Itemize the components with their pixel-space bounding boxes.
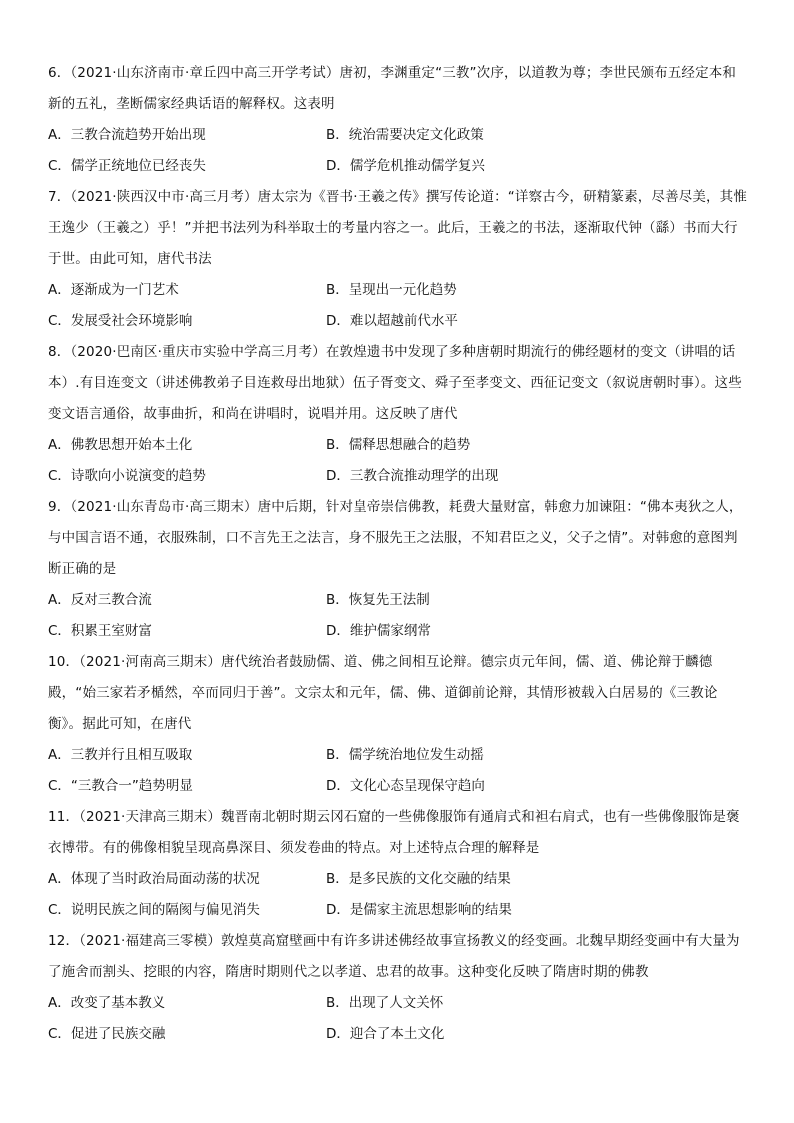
question-text: 唐太宗为《晋书·王羲之传》撰写传论道：“详察古今，研精篆素，尽善尽美，其惟王逸少（王羲之）乎！”并把书法列为科举取士的考量内容之一。此后，王羲之的书法，逐渐取代钟（繇）书而大行于世。由此可知，唐代书法: [48, 189, 747, 267]
question-number: 12．: [48, 933, 80, 949]
question-text: 唐初，李渊重定“三教”次序，以道教为尊；李世民颁布五经定本和新的五礼，垄断儒家经典话语的解释权。这表明: [48, 65, 737, 112]
options-row: [48, 771, 748, 802]
option-b[interactable]: B．恢复先王法制: [326, 592, 430, 608]
question-source: （2021·山东青岛市·高三期末）: [70, 499, 258, 515]
question-source: （2021·天津高三期末）: [79, 809, 221, 825]
options-row: [48, 585, 748, 616]
option-c[interactable]: C．说明民族之间的隔阂与偏见消失: [48, 902, 260, 918]
option-a[interactable]: A．体现了当时政治局面动荡的状况: [48, 871, 260, 887]
question-source: （2021·陕西汉中市·高三月考）: [70, 189, 258, 205]
option-b[interactable]: B．儒学统治地位发生动摇: [326, 747, 484, 763]
option-d[interactable]: D．维护儒家纲常: [326, 623, 431, 639]
options-row: [48, 988, 748, 1019]
question-6: [48, 58, 748, 182]
question-12: [48, 926, 748, 1050]
question-number: 6．: [48, 65, 71, 81]
option-c[interactable]: C．“三教合一”趋势明显: [48, 778, 193, 794]
question-stem: [48, 492, 748, 585]
question-number: 9．: [48, 499, 71, 515]
options-row: [48, 430, 748, 461]
question-text: 魏晋南北朝时期云冈石窟的一些佛像服饰有通肩式和袒右肩式，也有一些佛像服饰是褒衣博带。有的佛像相貌呈现高鼻深目、须发卷曲的特点。对上述特点合理的解释是: [48, 809, 740, 856]
question-7: [48, 182, 748, 337]
question-number: 10．: [48, 654, 80, 670]
question-number: 11．: [48, 809, 80, 825]
option-d[interactable]: D．难以超越前代水平: [326, 313, 458, 329]
question-source: （2021·山东济南市·章丘四中高三开学考试）: [70, 65, 340, 81]
option-a[interactable]: A．三教并行且相互吸取: [48, 747, 193, 763]
question-stem: [48, 337, 748, 430]
option-b[interactable]: B．出现了人文关怀: [326, 995, 444, 1011]
question-text: 唐中后期，针对皇帝崇信佛教，耗费大量财富，韩愈力加谏阻：“佛本夷狄之人，与中国言语不通，衣服殊制，口不言先王之法言，身不服先王之法服，不知君臣之义，父子之情”。对韩愈的意图判断正确的是: [48, 499, 743, 577]
question-11: [48, 802, 748, 926]
option-c[interactable]: C．儒学正统地位已经丧失: [48, 158, 206, 174]
question-9: [48, 492, 748, 647]
question-stem: [48, 58, 748, 120]
options-row: [48, 461, 748, 492]
question-number: 8．: [48, 344, 71, 360]
question-source: （2021·河南高三期末）: [79, 654, 221, 670]
option-d[interactable]: D．迎合了本土文化: [326, 1026, 445, 1042]
options-row: [48, 616, 748, 647]
options-row: [48, 120, 748, 151]
option-a[interactable]: A．逐渐成为一门艺术: [48, 282, 179, 298]
option-d[interactable]: D．是儒家主流思想影响的结果: [326, 902, 512, 918]
options-row: [48, 740, 748, 771]
option-b[interactable]: B．儒释思想融合的趋势: [326, 437, 471, 453]
options-row: [48, 864, 748, 895]
question-stem: [48, 926, 748, 988]
question-stem: [48, 182, 748, 275]
question-8: [48, 337, 748, 492]
question-text: 敦煌莫高窟壁画中有许多讲述佛经故事宣扬教义的经变画。北魏早期经变画中有大量为了施舍而割头、挖眼的内容，隋唐时期则代之以孝道、忠君的故事。这种变化反映了隋唐时期的佛教: [48, 933, 740, 980]
question-number: 7．: [48, 189, 71, 205]
question-text: 唐代统治者鼓励儒、道、佛之间相互论辩。德宗贞元年间，儒、道、佛论辩于麟德殿，“始三家若矛楯然，卒而同归于善”。文宗太和元年，儒、佛、道御前论辩，其情形被载入白居易的《三教论衡》。据此可知，在唐代: [48, 654, 718, 732]
option-b[interactable]: B．是多民族的文化交融的结果: [326, 871, 511, 887]
options-row: [48, 306, 748, 337]
question-source: （2021·福建高三零模）: [79, 933, 221, 949]
option-b[interactable]: B．统治需要决定文化政策: [326, 127, 484, 143]
option-a[interactable]: A．三教合流趋势开始出现: [48, 127, 206, 143]
option-d[interactable]: D．三教合流推动理学的出现: [326, 468, 499, 484]
question-10: [48, 647, 748, 802]
option-a[interactable]: A．佛教思想开始本土化: [48, 437, 193, 453]
options-row: [48, 275, 748, 306]
option-b[interactable]: B．呈现出一元化趋势: [326, 282, 457, 298]
option-c[interactable]: C．发展受社会环境影响: [48, 313, 193, 329]
question-stem: [48, 802, 748, 864]
question-list: [48, 58, 748, 1050]
option-a[interactable]: A．反对三教合流: [48, 592, 152, 608]
option-d[interactable]: D．儒学危机推动儒学复兴: [326, 158, 485, 174]
option-c[interactable]: C．积累王室财富: [48, 623, 152, 639]
option-d[interactable]: D．文化心态呈现保守趋向: [326, 778, 485, 794]
option-c[interactable]: C．诗歌向小说演变的趋势: [48, 468, 206, 484]
options-row: [48, 895, 748, 926]
question-text: 在敦煌遗书中发现了多种唐朝时期流行的佛经题材的变文（讲唱的话本）.有目连变文（讲述佛教弟子目连救母出地狱）伍子胥变文、舜子至孝变文、西征记变文（叙说唐朝时事）。这些变文语言通俗，故事曲折，和尚在讲唱时，说唱并用。这反映了唐代: [48, 344, 742, 422]
options-row: [48, 151, 748, 182]
options-row: [48, 1019, 748, 1050]
question-stem: [48, 647, 748, 740]
question-source: （2020·巴南区·重庆市实验中学高三月考）: [70, 344, 326, 360]
option-c[interactable]: C．促进了民族交融: [48, 1026, 166, 1042]
option-a[interactable]: A．改变了基本教义: [48, 995, 166, 1011]
